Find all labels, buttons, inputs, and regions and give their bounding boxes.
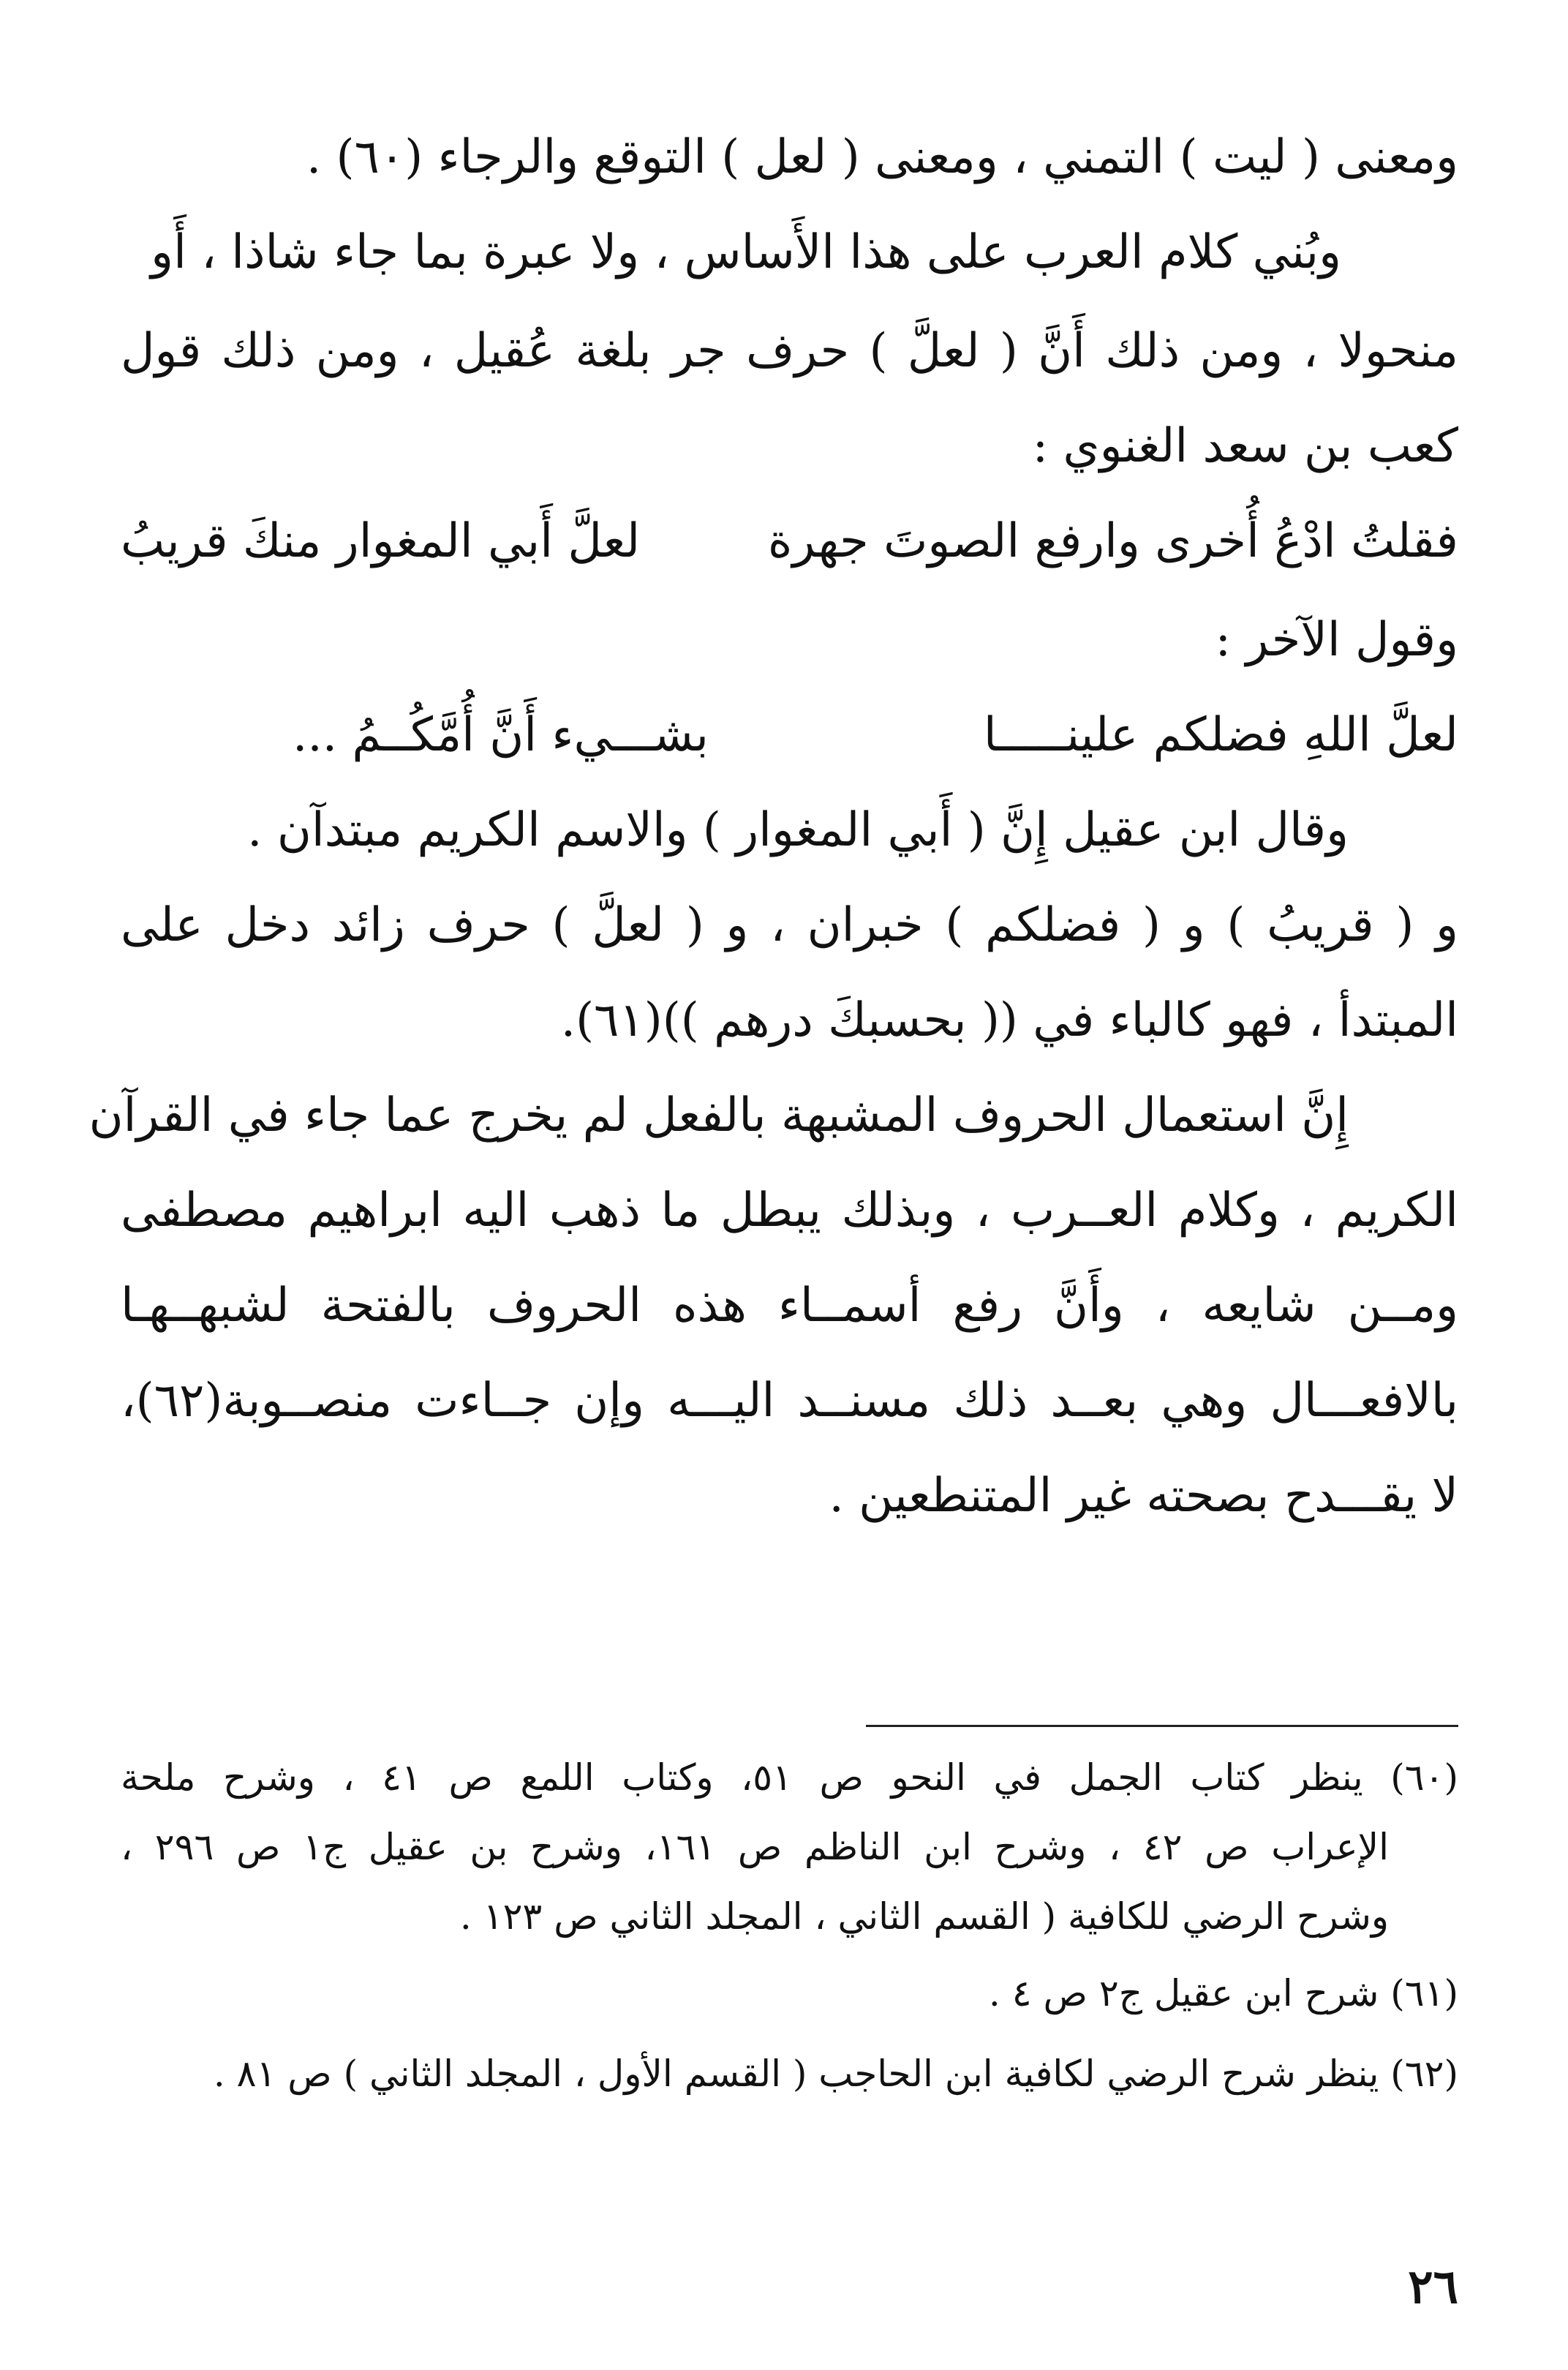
body-line-15: لا يقـــدح بصحته غير المتنطعين .	[829, 1469, 1458, 1523]
footnote-60-line-1: (٦٠) ينظر كتاب الجمل في النحو ص ٥١، وكتاب اللمع ص ٤١ ، وشرح ملحة	[121, 1756, 1458, 1799]
body-line-8: وقال ابن عقيل إِنَّ ( أَبي المغوار ) والاسم الكريم مبتدآن .	[247, 803, 1349, 857]
body-line-10: المبتدأ ، فهو كالباء في (( بحسبكَ درهم ))(٦١).	[560, 993, 1458, 1047]
body-line-13: ومــن شايعه ، وأَنَّ رفع أسمــاء هذه الحروف بالفتحة لشبهــهـا	[121, 1279, 1459, 1333]
verse-2-first-hemistich: لعلَّ اللهِ فضلكم علينـــــا	[983, 708, 1458, 762]
verse-1-first-hemistich: فقلتُ ادْعُ أُخرى وارفع الصوتَ جهرة	[767, 514, 1458, 568]
body-line-3: منحولا ، ومن ذلك أَنَّ ( لعلَّ ) حرف جر بلغة عُقيل ، ومن ذلك قول	[121, 324, 1459, 378]
page-number: ٢٦	[1408, 2260, 1458, 2314]
verse-2-second-hemistich: بشـــيء أَنَّ أُمَّكُــمُ ...	[293, 708, 709, 762]
body-line-4: كعب بن سعد الغنوي :	[1032, 419, 1458, 473]
footnote-separator	[866, 1725, 1458, 1727]
body-line-14: بالافعـــال وهي بعــد ذلك مسنــد اليـــه وإن جــاءت منصــوبة(٦٢)،	[121, 1374, 1458, 1428]
footnote-60-line-2: الإعراب ص ٤٢ ، وشرح ابن الناظم ص ١٦١، وشرح بن عقيل ج١ ص ٢٩٦ ،	[121, 1826, 1389, 1868]
body-line-2: وبُني كلام العرب على هذا الأَساس ، ولا عبرة بما جاء شاذا ، أَو	[151, 225, 1341, 279]
body-line-11: إِنَّ استعمال الحروف المشبهة بالفعل لم يخرج عما جاء في القرآن	[88, 1088, 1349, 1143]
body-line-9: و ( قريبُ ) و ( فضلكم ) خبران ، و ( لعلَّ ) حرف زائد دخل على	[121, 898, 1459, 952]
footnote-61: (٦١) شرح ابن عقيل ج٢ ص ٤ .	[988, 1972, 1458, 2014]
footnote-62: (٦٢) ينظر شرح الرضي لكافية ابن الحاجب ( القسم الأول ، المجلد الثاني ) ص ٨١ .	[213, 2053, 1458, 2095]
body-line-12: الكريم ، وكلام العــرب ، وبذلك يبطل ما ذهب اليه ابراهيم مصطفى	[121, 1184, 1458, 1238]
body-line-6: وقول الآخر :	[1215, 613, 1458, 667]
footnote-60-line-3: وشرح الرضي للكافية ( القسم الثاني ، المجلد الثاني ص ١٢٣ .	[459, 1895, 1389, 1938]
verse-1-second-hemistich: لعلَّ أَبي المغوار منكَ قريبُ	[121, 514, 641, 568]
body-line-1: ومعنى ( ليت ) التمني ، ومعنى ( لعل ) التوقع والرجاء (٦٠) .	[306, 130, 1458, 184]
